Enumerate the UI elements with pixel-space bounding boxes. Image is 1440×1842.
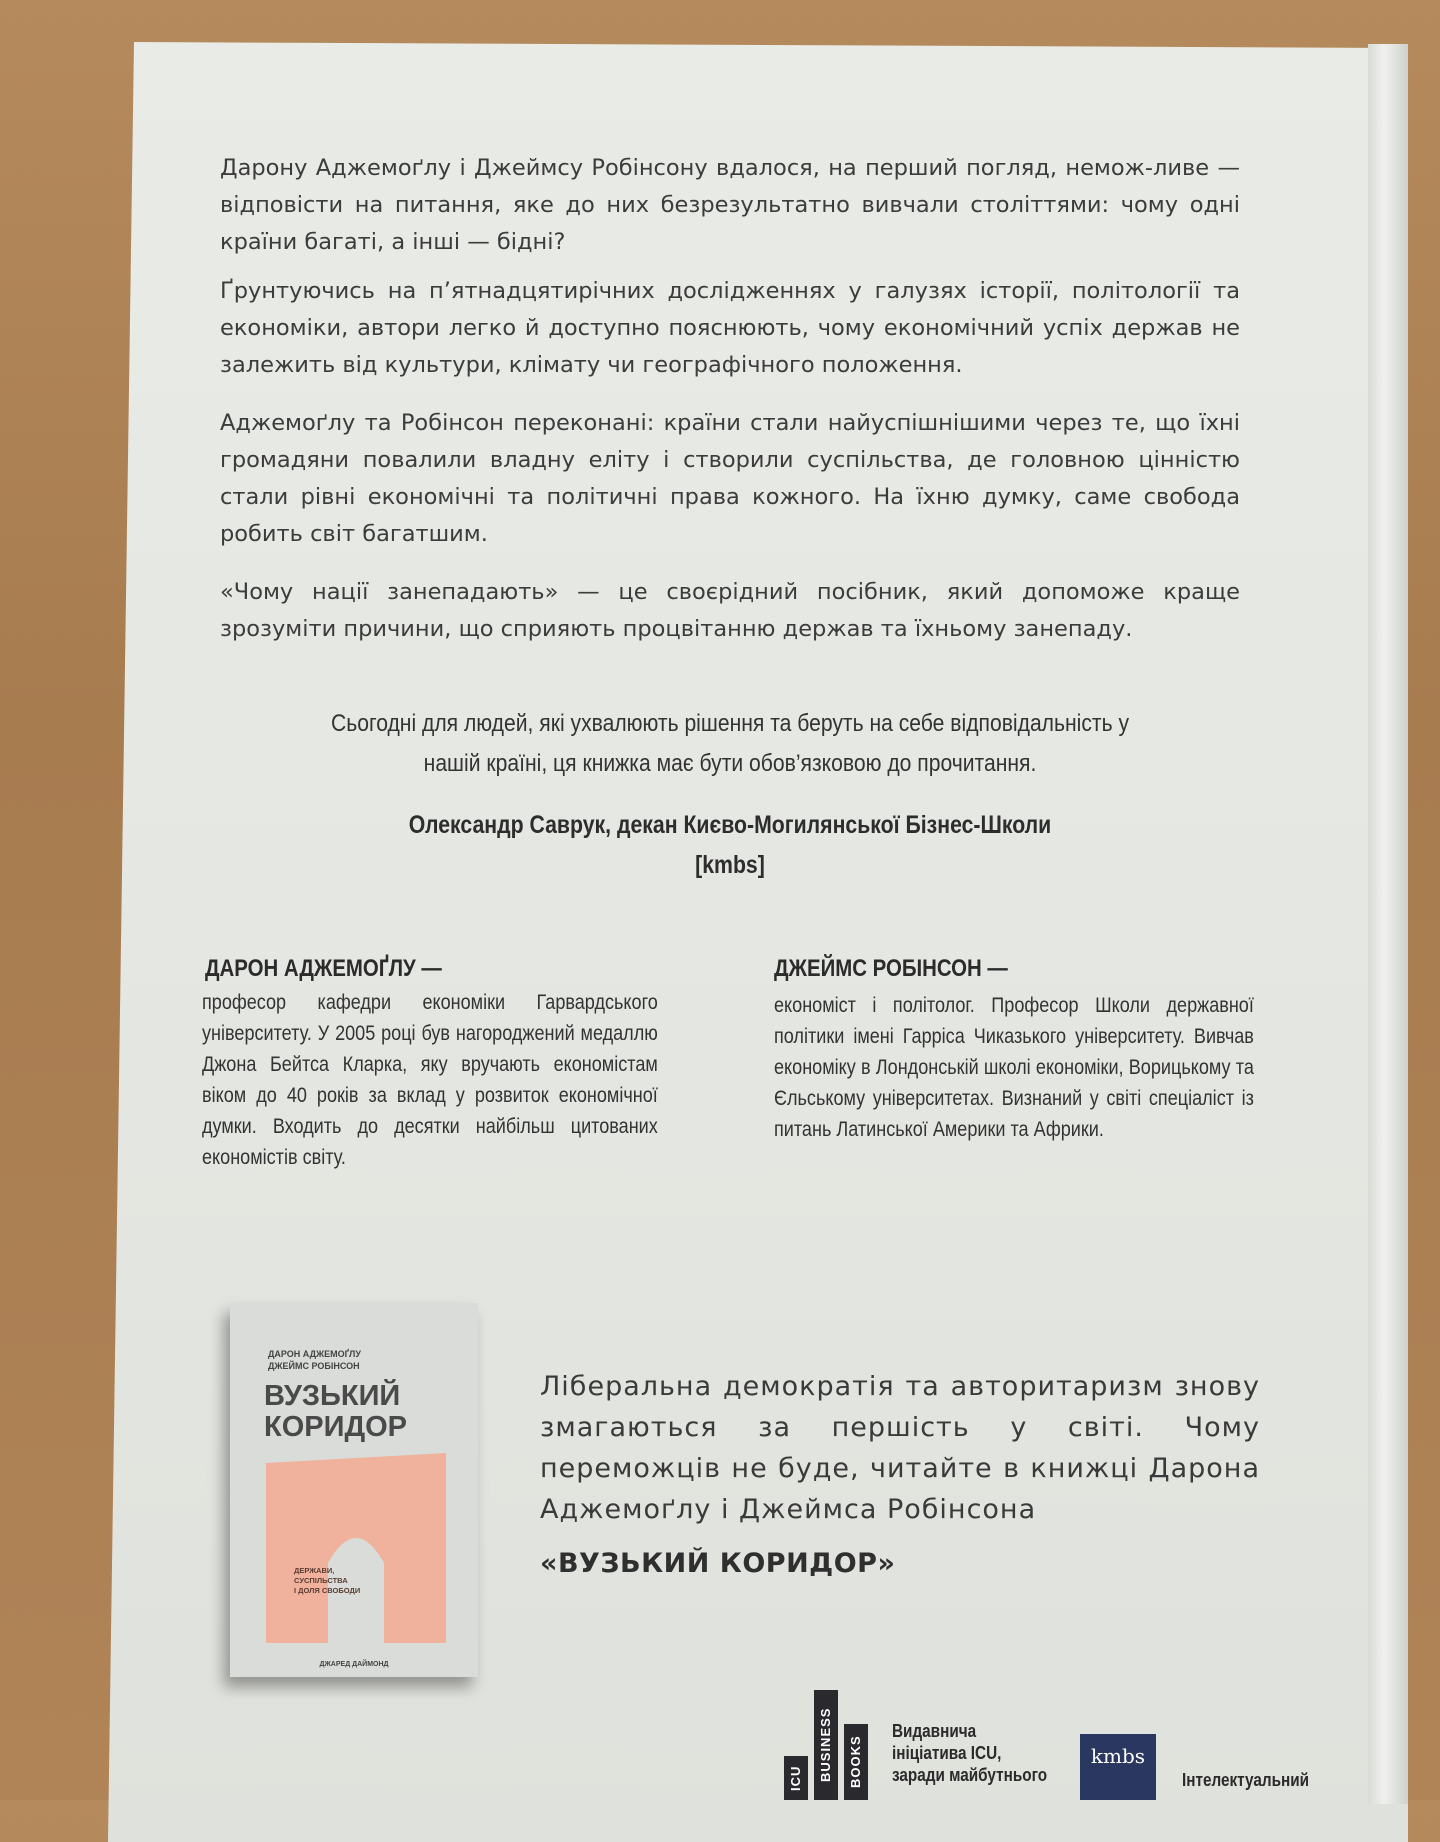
kmbs-logo: kmbs [1080, 1734, 1156, 1800]
description-paragraph-4: «Чому нації занепадають» — це своєрідний посібник, який допоможе краще зрозуміти причини, що сприяють процвітанню держав та їхньому занепаду. [220, 579, 1240, 642]
mini-book-authors [268, 1348, 361, 1372]
description-paragraph-1: Дарону Аджемоґлу і Джеймсу Робінсону вдалося, на перший погляд, немож-ливе — відповісти на питання, яке до них безрезультатно вивчали століттями: чому одні країни багаті, а інші — бідні? [220, 155, 1240, 255]
mini-book-footer [250, 1660, 458, 1669]
mini-book-author-2: ДЖЕЙМС РОБІНСОН [268, 1361, 360, 1371]
publisher-line-2: ініціатива ICU, [892, 1743, 1002, 1763]
description-paragraph-2: Ґрунтуючись на п’ятнадцятирічних дослідженнях у галузях історії, політології та економіки, автори легко й доступно пояснюють, чому економічний успіх держав не залежить від культури, клімату чи географічного положення. [220, 278, 1240, 378]
partner-label: Інтелектуальний [1182, 1770, 1310, 1790]
endorsement-author: Олександр Саврук, декан Києво-Могилянської Бізнес-Школи [kmbs] [408, 811, 1052, 879]
publisher-line-1: Видавнича [892, 1721, 977, 1741]
mini-book-footer-author: ДЖАРЕД ДАЙМОНД [319, 1661, 389, 1668]
mini-book-author-1: ДАРОН АДЖЕМОҐЛУ [268, 1349, 361, 1359]
bio-name-robinson: ДЖЕЙМС РОБІНСОН — [774, 955, 1008, 982]
bio-text-robinson: економіст і політолог. Професор Школи державної політики імені Гарріса Чиказького університету. Вивчав економіку в Лондонській школі економіки, Ворицькому та Єльському університетах. Визнаний у світі спеціаліст із питань Латинської Америки та Африки. [774, 994, 1254, 1141]
mini-book-subtitle-line3: І ДОЛЯ СВОБОДИ [294, 1586, 361, 1595]
arch-illustration [266, 1453, 446, 1643]
mini-book-subtitle-line1: ДЕРЖАВИ, [294, 1566, 335, 1575]
icu-business-books-logo [784, 1690, 876, 1800]
description-paragraph-3: Аджемоґлу та Робінсон переконані: країни стали найуспішнішими через те, що їхні громадяни повалили владну еліту і створили суспільства, де головною цінністю стали рівні економічні та політичні права кожного. На їхню думку, саме свобода робить світ багатшим. [220, 410, 1240, 547]
narrow-corridor-book-image [230, 1303, 478, 1677]
book-spine-edge [1368, 44, 1408, 1804]
mini-book-title [264, 1381, 407, 1443]
promo-text: Ліберальна демократія та авторитаризм знову змагаються за першість у світі. Чому переможців не буде, читайте в книжці Дарона Аджемоґлу і Джеймса Робінсона [540, 1371, 1260, 1525]
bio-text-acemoglu: професор кафедри економіки Гарвардського університету. У 2005 році був нагороджений медаллю Джона Бейтса Кларка, яку вручають економістам віком до 40 років за вклад у розвиток економічної думки. Входить до десятки найбільш цитованих економістів світу. [202, 991, 658, 1169]
publisher-line-3: заради майбутнього [892, 1765, 1048, 1785]
promo-book-title: «ВУЗЬКИЙ КОРИДОР» [540, 1548, 896, 1579]
mini-book-title-line2: КОРИДОР [264, 1411, 408, 1443]
logo-word-icu: ICU [784, 1756, 808, 1800]
logo-word-business: BUSINESS [814, 1690, 838, 1800]
mini-book-title-line1: ВУЗЬКИЙ [264, 1380, 401, 1412]
mini-book-subtitle-line2: СУСПІЛЬСТВА [294, 1576, 348, 1585]
publisher-text [892, 1720, 1047, 1786]
mini-book-subtitle [294, 1566, 360, 1596]
endorsement-quote: Сьогодні для людей, які ухвалюють рішення та беруть на себе відповідальність у нашій країні, ця книжка має бути обов’язковою до прочитання. [330, 710, 1130, 777]
logo-word-books: BOOKS [844, 1724, 868, 1800]
bio-name-acemoglu: ДАРОН АДЖЕМОҐЛУ — [205, 955, 442, 982]
